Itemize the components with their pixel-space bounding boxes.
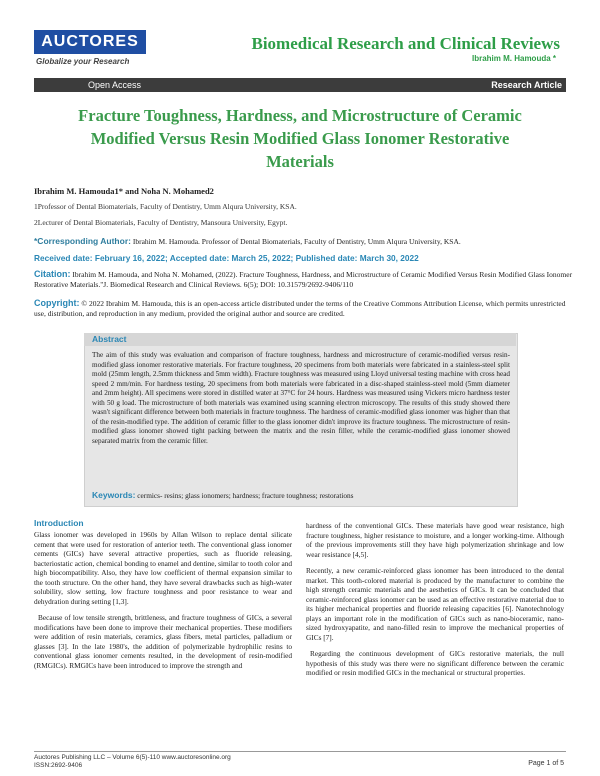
journal-author: Ibrahim M. Hamouda * — [471, 54, 556, 63]
citation — [34, 269, 574, 290]
copyright — [34, 298, 574, 319]
intro-paragraph: Glass ionomer was developed in 1960s by Allan Wilson to replace dental silicate cement that were used for restoration of anterior teeth. The conventional glass ionomer cements (GICs) have several attractive properties, such as fluoride releasing, bacteriostatic action, chemical bonding to enamel and dentine, similar to tooth color and high biocompatibility. Also, they have low coefficient of thermal expansion similar to the tooth structure. On the other hand, they have several drawbacks such as high-water solubility, slow setting, low fracture toughness and poor resistance to wear and dehydration during setting [1,3]. — [34, 530, 292, 606]
keywords-text: cermics- resins; glass ionomers; hardness; fracture toughness; restorations — [137, 491, 354, 500]
article-type-label: Research Article — [491, 80, 562, 90]
footer-volume: Auctores Publishing LLC – Volume 6(5)-110 www.auctoresonline.org — [34, 754, 231, 761]
affiliation-2: 2Lecturer of Dental Biomaterials, Faculty of Dentistry, Mansoura University, Egypt. — [34, 218, 288, 227]
abstract-heading: Abstract — [92, 334, 127, 344]
abstract-header-bar — [84, 333, 516, 346]
copyright-text: © 2022 Ibrahim M. Hamouda, this is an open-access article distributed under the terms of the Creative Commons Attribution License, which permits unrestricted use, distribution, and reproduction in any medium, provided the original author and source are credited. — [34, 299, 566, 318]
intro-paragraph: Recently, a new ceramic-reinforced glass ionomer has been introduced to the dental market. This tooth-colored material is produced by the manufacturer to combine the high strength ceramic materials and the aesthetics of GICs. It can be concluded that ceramic-reinforced glass ionomer can be used as an effective restorative material due to its higher mechanical properties and fluoride releasing capacities [6]. Nanotechnology plays an important role in the modification of GICs such as nano-bioceramic, nano-sized hydroxyapatite, and nano-filled resin to improve the mechanical properties of GICs [7]. — [306, 566, 564, 642]
body-column-left — [34, 530, 292, 677]
corresponding-author — [34, 236, 574, 246]
keywords-label: Keywords: — [92, 490, 136, 500]
article-title: Fracture Toughness, Hardness, and Microstructure of Ceramic Modified Versus Resin Modified Glass Ionomer Restorative Materials — [78, 106, 522, 171]
journal-title: Biomedical Research and Clinical Reviews — [251, 34, 560, 53]
footer-info — [34, 754, 231, 770]
page-number: Page 1 of 5 — [528, 760, 564, 767]
article-dates: Received date: February 16, 2022; Accepted date: March 25, 2022; Published date: March 30, 2022 — [34, 253, 419, 263]
corresponding-label: *Corresponding Author: — [34, 236, 131, 246]
citation-label: Citation: — [34, 269, 71, 279]
intro-paragraph: Regarding the continuous development of GICs restorative materials, the null hypothesis of this study was there were no significant difference between the ceramic modified or resin modified GICs in the mechanical or structural properties. — [306, 649, 564, 677]
copyright-label: Copyright: — [34, 298, 80, 308]
introduction-heading: Introduction — [34, 518, 84, 528]
affiliation-1: 1Professor of Dental Biomaterials, Faculty of Dentistry, Umm Alqura University, KSA. — [34, 202, 297, 211]
keywords — [92, 490, 354, 500]
publisher-tagline: Globalize your Research — [36, 57, 130, 66]
publisher-logo: AUCTORES — [34, 30, 146, 54]
intro-paragraph: Because of low tensile strength, brittleness, and fracture toughness of GICs, a several modifications have been done to improve their mechanical properties. These modifiers were addition of resin materials, ceramics, glass fibers, metal particles, palladium or glasses [3]. In the late 1980's, the addition of polymerizable hydrophilic resins to conventional glass ionomer cements resulted, in the development of resin-modified (RMGICs). RMGICs have been introduced to improve the strength and — [34, 613, 292, 670]
body-column-right — [306, 521, 564, 685]
open-access-label: Open Access — [88, 80, 142, 90]
citation-text: Ibrahim M. Hamouda, and Noha N. Mohamed, (2022). Fracture Toughness, Hardness, and Microstructure of Ceramic Modified Versus Resin Modified Glass Ionomer Restorative Materials."J. Biomedical Research and Clinical Reviews. 6(5); DOI: 10.31579/2692-9406/110 — [34, 270, 573, 289]
intro-paragraph: hardness of the conventional GICs. These materials have good wear resistance, high fracture toughness, higher resistance to moisture, and a longer working-time. Although of the previous improvements still they have high polymerization shrinkage and low wear resistance [4,5]. — [306, 521, 564, 559]
author-list: Ibrahim M. Hamouda1* and Noha N. Mohamed2 — [34, 186, 214, 196]
footer-divider — [34, 751, 566, 752]
abstract-text: The aim of this study was evaluation and comparison of fracture toughness, hardness and microstructure of ceramic-modified versus resin-modified glass ionomer restorative materials. For fracture toughness, 20 specimens from both materials were fabricated in a stainless-steel split mold (25mm length, 2.5mm thickness and 5mm width). Fracture toughness was measured using Lloyd universal testing machine with cross head speed 2 mm/min. For hardness testing, 20 specimens from both materials were fabricated in a disc-shaped stainless-steel mold (5mm diameter and 2mm height). All specimens were stored in distilled water at 37°C for 24 hours. Hardness was measured using Vickers micro hardness tester with 50 g load. The microstructure of both materials was examined using scanning electron microscopy. The results of this study showed there wasn't significant difference between both materials in fracture toughness. The hardness of ceramic-modified glass ionomer was higher than that of the resin-modified type. The addition of ceramic filler to the glass ionomer didn't improve its fracture toughness. The microstructure of resin-modified glass ionomer showed tight packing between the matrix and the resin filler, while the ceramic-modified glass ionomer showed separated matrix from the ceramic filler. — [92, 351, 510, 445]
footer-issn: ISSN:2692-9406 — [34, 762, 83, 769]
corresponding-text: Ibrahim M. Hamouda. Professor of Dental Biomaterials, Faculty of Dentistry, Umm Alqura University, KSA. — [132, 237, 461, 246]
